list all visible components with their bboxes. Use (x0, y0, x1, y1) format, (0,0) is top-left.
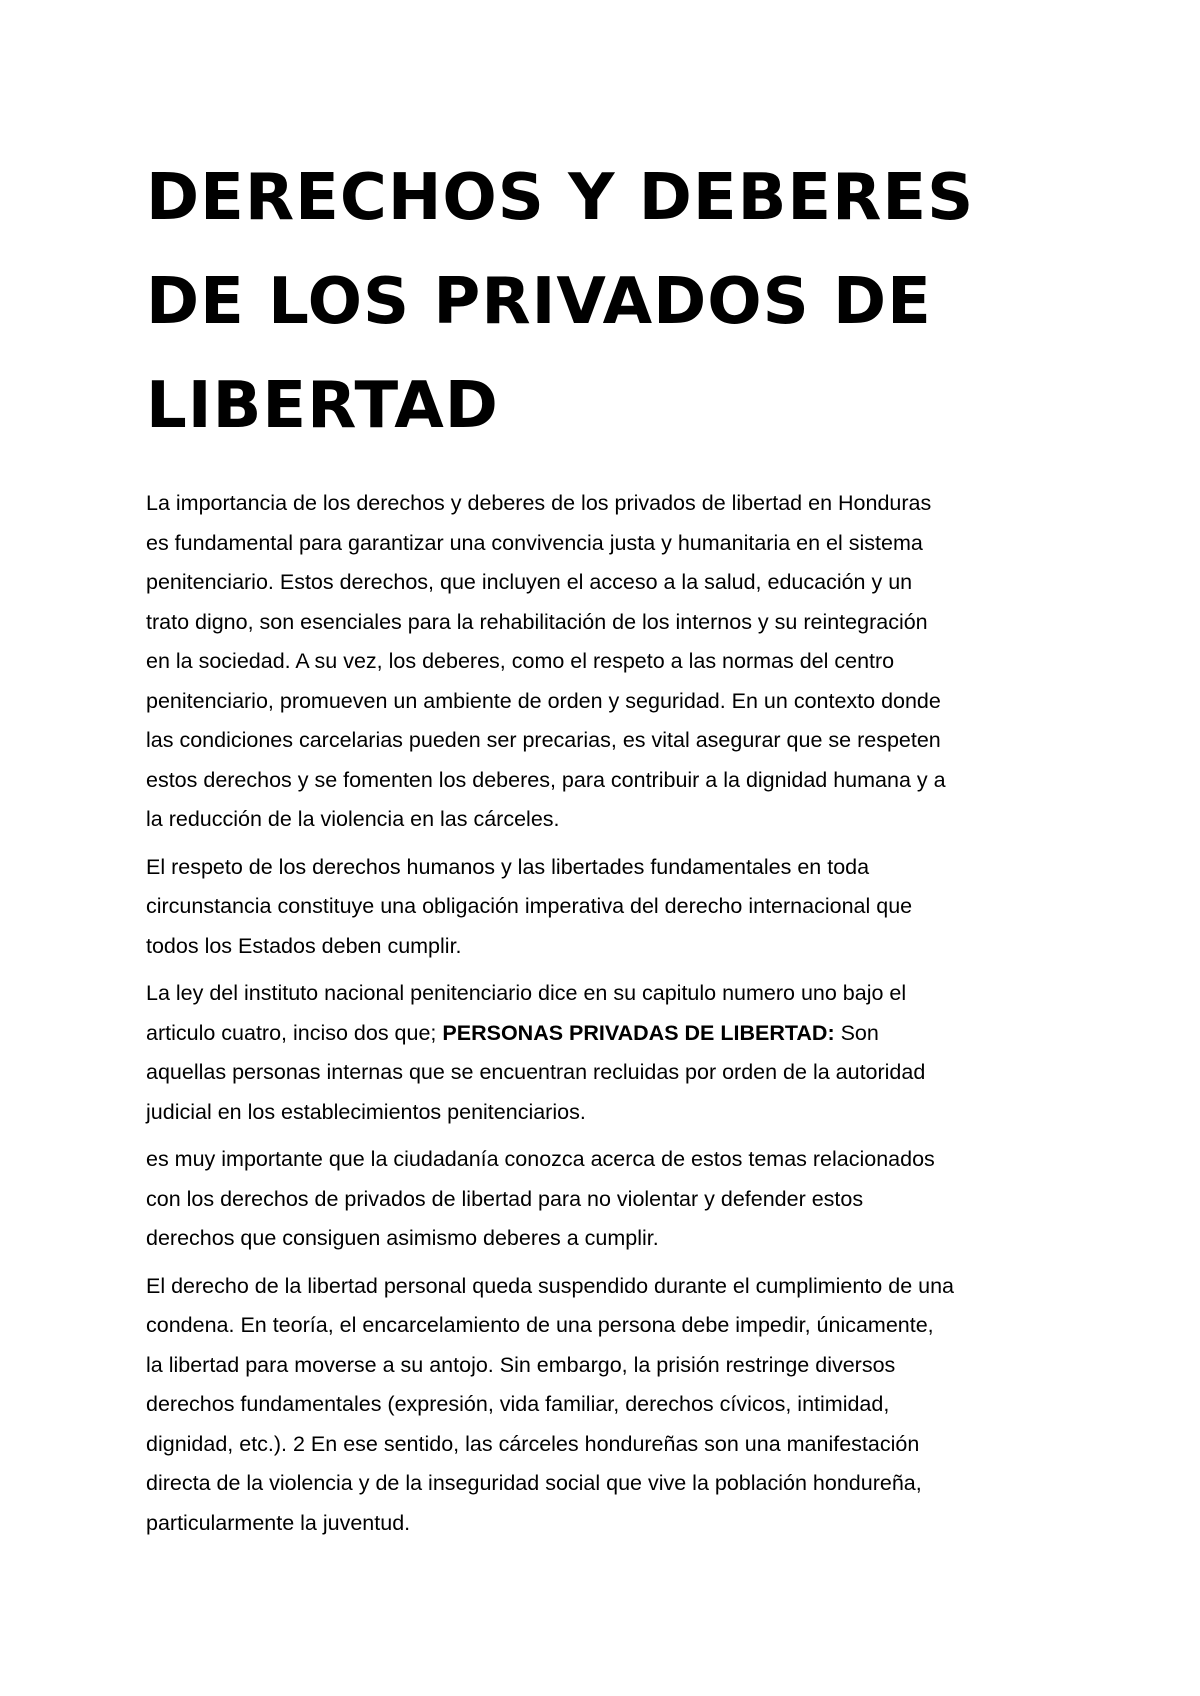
paragraph-citizenship (146, 1140, 1086, 1259)
text-line: dignidad, etc.). 2 En ese sentido, las cárceles hondureñas son una manifestación (146, 1431, 920, 1456)
text-line: circunstancia constituye una obligación imperativa del derecho internacional que (146, 894, 913, 918)
text-line: en la sociedad. A su vez, los deberes, como el respeto a las normas del centro (146, 649, 895, 673)
paragraph-personal-liberty (146, 1267, 1086, 1544)
text-line: directa de la violencia y de la inseguridad social que vive la población hondureña, (146, 1471, 922, 1495)
text-line: judicial en los establecimientos penitenciarios. (146, 1099, 586, 1124)
paragraph-law-definition (146, 974, 1086, 1132)
text-line: El derecho de la libertad personal queda suspendido durante el cumplimiento de una (146, 1273, 954, 1298)
text-line: la reducción de la violencia en las cárceles. (146, 807, 560, 831)
text-line: La ley del instituto nacional penitenciario dice en su capitulo numero uno bajo el (146, 981, 907, 1005)
text-line: todos los Estados deben cumplir. (146, 933, 462, 958)
text-segment: articulo cuatro, inciso dos que; (146, 1020, 443, 1045)
text-line: es muy importante que la ciudadanía conozca acerca de estos temas relacionados (146, 1147, 935, 1171)
text-line (146, 1014, 1086, 1054)
text-line: El respeto de los derechos humanos y las libertades fundamentales en toda (146, 854, 870, 879)
title-line: LIBERTAD (146, 369, 499, 443)
text-line: derechos que consiguen asimismo deberes a cumplir. (146, 1226, 659, 1250)
paragraph-importance (146, 484, 1086, 840)
text-line: con los derechos de privados de libertad para no violentar y defender estos (146, 1186, 864, 1211)
document-title (146, 146, 1106, 458)
paragraph-human-rights (146, 848, 1086, 967)
text-line: la libertad para moverse a su antojo. Sin embargo, la prisión restringe diversos (146, 1352, 896, 1377)
text-line: penitenciario. Estos derechos, que incluyen el acceso a la salud, educación y un (146, 570, 913, 594)
text-line: La importancia de los derechos y deberes de los privados de libertad en Honduras (146, 491, 932, 515)
document-body (146, 484, 1086, 1551)
text-line: es fundamental para garantizar una convivencia justa y humanitaria en el sistema (146, 530, 923, 555)
text-line: condena. En teoría, el encarcelamiento de una persona debe impedir, únicamente, (146, 1313, 934, 1337)
title-line: DE LOS PRIVADOS DE (146, 265, 932, 339)
text-line: las condiciones carcelarias pueden ser precarias, es vital asegurar que se respeten (146, 728, 941, 752)
text-line: penitenciario, promueven un ambiente de orden y seguridad. En un contexto donde (146, 688, 941, 713)
text-line: aquellas personas internas que se encuentran recluidas por orden de la autoridad (146, 1060, 926, 1084)
text-line: derechos fundamentales (expresión, vida familiar, derechos cívicos, intimidad, (146, 1392, 890, 1416)
title-line: DERECHOS Y DEBERES (146, 161, 975, 235)
text-line: trato digno, son esenciales para la rehabilitación de los internos y su reintegración (146, 609, 928, 634)
text-segment: Son (834, 1020, 879, 1045)
text-line: estos derechos y se fomenten los deberes, para contribuir a la dignidad humana y a (146, 767, 946, 792)
definition-term: PERSONAS PRIVADAS DE LIBERTAD: (442, 1020, 835, 1045)
text-line: particularmente la juventud. (146, 1510, 411, 1535)
